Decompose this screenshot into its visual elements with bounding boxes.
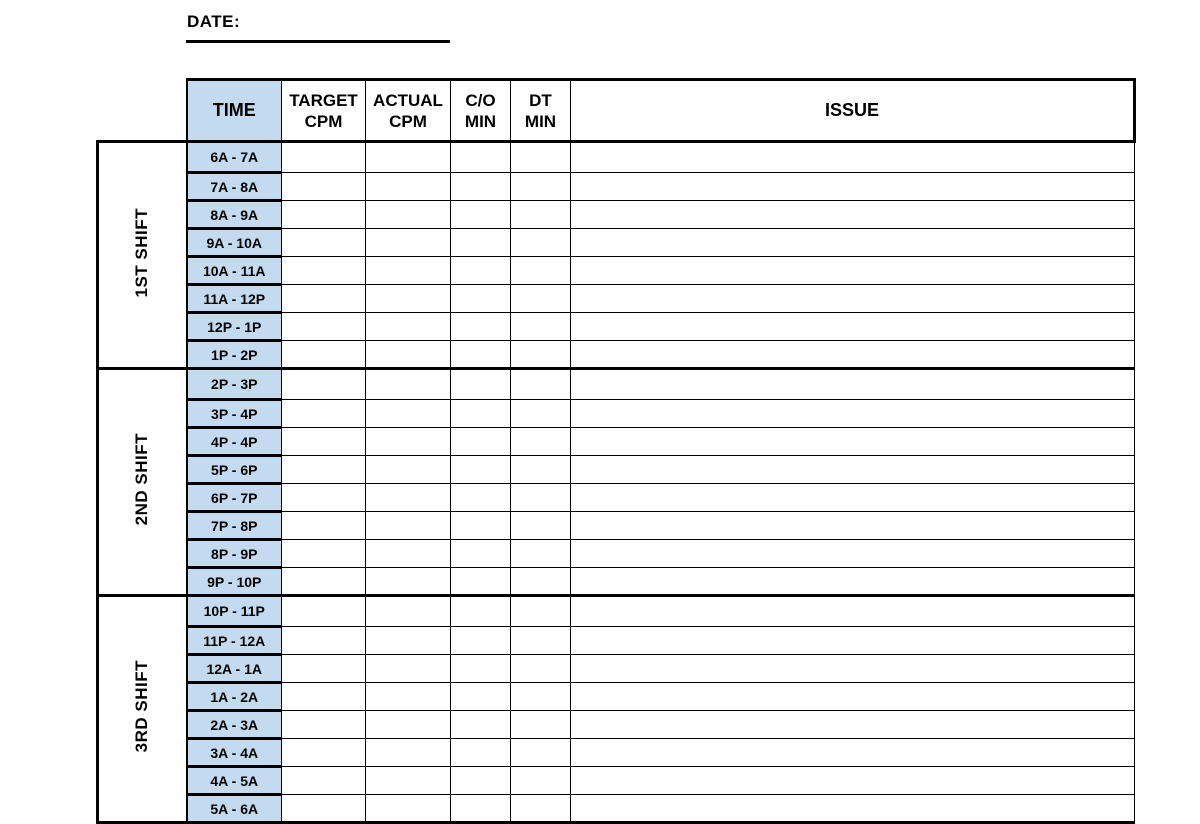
dt-min-cell[interactable] [511,428,571,456]
date-label: DATE: [187,12,241,31]
time-slot-cell: 5P - 6P [187,456,282,484]
shift-label: 3RD SHIFT [132,660,152,753]
table-row [98,711,1135,739]
target-cpm-cell[interactable] [282,484,366,512]
co-min-cell[interactable] [451,257,511,285]
time-slot-cell: 9P - 10P [187,568,282,596]
actual-cpm-cell[interactable] [366,484,451,512]
actual-cpm-cell[interactable] [366,400,451,428]
target-cpm-cell[interactable] [282,739,366,767]
actual-cpm-cell[interactable] [366,596,451,627]
target-cpm-cell[interactable] [282,596,366,627]
issue-cell[interactable] [571,313,1135,341]
table-row [98,683,1135,711]
actual-cpm-cell[interactable] [366,512,451,540]
target-cpm-cell[interactable] [282,400,366,428]
dt-min-cell[interactable] [511,540,571,568]
actual-cpm-cell[interactable] [366,257,451,285]
time-slot-cell: 4A - 5A [187,767,282,795]
dt-min-cell[interactable] [511,568,571,596]
time-slot-cell: 10P - 11P [187,596,282,627]
time-slot-cell: 10A - 11A [187,257,282,285]
dt-min-cell[interactable] [511,456,571,484]
issue-cell[interactable] [571,655,1135,683]
target-cpm-cell[interactable] [282,369,366,400]
table-row [98,313,1135,341]
table-row [98,369,1135,400]
dt-min-cell[interactable] [511,257,571,285]
dt-min-cell[interactable] [511,313,571,341]
co-min-cell[interactable] [451,456,511,484]
time-slot-cell: 1A - 2A [187,683,282,711]
target-cpm-cell[interactable] [282,655,366,683]
target-cpm-cell[interactable] [282,313,366,341]
actual-cpm-header [366,80,451,142]
production-log-table [96,78,1136,824]
time-slot-cell: 11P - 12A [187,627,282,655]
co-min-cell[interactable] [451,711,511,739]
co-min-cell[interactable] [451,201,511,229]
issue-cell[interactable] [571,456,1135,484]
target-cpm-cell[interactable] [282,627,366,655]
target-cpm-header-line2: CPM [304,111,343,131]
actual-cpm-cell[interactable] [366,739,451,767]
dt-min-header-line2: MIN [524,111,557,131]
shift-group-cell [98,142,187,369]
actual-cpm-cell[interactable] [366,627,451,655]
actual-cpm-cell[interactable] [366,142,451,173]
issue-cell[interactable] [571,400,1135,428]
time-column-header: TIME [187,80,282,142]
table-row [98,627,1135,655]
target-cpm-header-line1: TARGET [289,90,358,110]
co-min-cell[interactable] [451,655,511,683]
issue-cell[interactable] [571,341,1135,369]
actual-cpm-cell[interactable] [366,683,451,711]
header-blank [98,80,187,142]
target-cpm-cell[interactable] [282,229,366,257]
co-min-cell[interactable] [451,795,511,823]
actual-cpm-cell[interactable] [366,229,451,257]
actual-cpm-cell[interactable] [366,795,451,823]
time-slot-cell: 6A - 7A [187,142,282,173]
co-min-cell[interactable] [451,229,511,257]
target-cpm-cell[interactable] [282,683,366,711]
issue-cell[interactable] [571,369,1135,400]
co-min-cell[interactable] [451,400,511,428]
dt-min-cell[interactable] [511,369,571,400]
shift-label: 2ND SHIFT [132,433,152,526]
co-min-cell[interactable] [451,596,511,627]
table-row [98,173,1135,201]
dt-min-cell[interactable] [511,142,571,173]
co-min-cell[interactable] [451,568,511,596]
target-cpm-cell[interactable] [282,795,366,823]
table-row [98,512,1135,540]
target-cpm-cell[interactable] [282,428,366,456]
issue-cell[interactable] [571,257,1135,285]
issue-cell[interactable] [571,711,1135,739]
actual-cpm-cell[interactable] [366,428,451,456]
table-row [98,201,1135,229]
dt-min-cell[interactable] [511,341,571,369]
shift-group-cell [98,369,187,596]
co-min-cell[interactable] [451,627,511,655]
time-slot-cell: 8P - 9P [187,540,282,568]
time-slot-cell: 8A - 9A [187,201,282,229]
dt-min-cell[interactable] [511,400,571,428]
dt-min-cell[interactable] [511,655,571,683]
time-slot-cell: 9A - 10A [187,229,282,257]
actual-cpm-cell[interactable] [366,341,451,369]
co-min-cell[interactable] [451,369,511,400]
dt-min-cell[interactable] [511,739,571,767]
issue-cell[interactable] [571,285,1135,313]
dt-min-cell[interactable] [511,512,571,540]
actual-cpm-cell[interactable] [366,173,451,201]
table-row [98,257,1135,285]
co-min-cell[interactable] [451,313,511,341]
dt-min-header-line1: DT [529,90,552,110]
actual-cpm-cell[interactable] [366,201,451,229]
actual-cpm-cell[interactable] [366,540,451,568]
issue-cell[interactable] [571,627,1135,655]
issue-column-header: ISSUE [571,80,1135,142]
actual-cpm-cell[interactable] [366,568,451,596]
dt-min-header [511,80,571,142]
issue-cell[interactable] [571,540,1135,568]
table-row [98,596,1135,627]
actual-cpm-header-line1: ACTUAL [373,90,443,110]
co-min-cell[interactable] [451,285,511,313]
time-slot-cell: 7P - 8P [187,512,282,540]
issue-cell[interactable] [571,795,1135,823]
target-cpm-header [282,80,366,142]
dt-min-cell[interactable] [511,201,571,229]
co-min-cell[interactable] [451,739,511,767]
target-cpm-cell[interactable] [282,341,366,369]
co-min-header [451,80,511,142]
co-min-header-line1: C/O [465,90,496,110]
time-slot-cell: 2P - 3P [187,369,282,400]
table-row [98,484,1135,512]
time-slot-cell: 6P - 7P [187,484,282,512]
dt-min-cell[interactable] [511,596,571,627]
co-min-cell[interactable] [451,512,511,540]
target-cpm-cell[interactable] [282,285,366,313]
dt-min-cell[interactable] [511,767,571,795]
date-field-line[interactable] [186,40,450,43]
dt-min-cell[interactable] [511,285,571,313]
table-row [98,428,1135,456]
dt-min-cell[interactable] [511,173,571,201]
table-row [98,400,1135,428]
actual-cpm-cell[interactable] [366,655,451,683]
issue-cell[interactable] [571,512,1135,540]
target-cpm-cell[interactable] [282,711,366,739]
issue-cell[interactable] [571,484,1135,512]
table-row [98,229,1135,257]
actual-cpm-cell[interactable] [366,711,451,739]
header-row [98,80,1135,142]
table-row [98,655,1135,683]
target-cpm-cell[interactable] [282,540,366,568]
target-cpm-cell[interactable] [282,456,366,484]
time-slot-cell: 3P - 4P [187,400,282,428]
table-row [98,285,1135,313]
issue-cell[interactable] [571,142,1135,173]
actual-cpm-cell[interactable] [366,313,451,341]
time-slot-cell: 4P - 4P [187,428,282,456]
shift-group-cell [98,596,187,823]
target-cpm-cell[interactable] [282,257,366,285]
target-cpm-cell[interactable] [282,142,366,173]
table-row [98,142,1135,173]
issue-cell[interactable] [571,229,1135,257]
co-min-cell[interactable] [451,142,511,173]
co-min-cell[interactable] [451,767,511,795]
co-min-cell[interactable] [451,428,511,456]
dt-min-cell[interactable] [511,484,571,512]
issue-cell[interactable] [571,767,1135,795]
dt-min-cell[interactable] [511,711,571,739]
table-row [98,456,1135,484]
target-cpm-cell[interactable] [282,201,366,229]
table-row [98,540,1135,568]
dt-min-cell[interactable] [511,627,571,655]
co-min-cell[interactable] [451,540,511,568]
actual-cpm-cell[interactable] [366,369,451,400]
time-slot-cell: 11A - 12P [187,285,282,313]
time-slot-cell: 12P - 1P [187,313,282,341]
time-slot-cell: 12A - 1A [187,655,282,683]
dt-min-cell[interactable] [511,229,571,257]
co-min-header-line2: MIN [464,111,497,131]
target-cpm-cell[interactable] [282,767,366,795]
co-min-cell[interactable] [451,484,511,512]
actual-cpm-cell[interactable] [366,767,451,795]
issue-cell[interactable] [571,173,1135,201]
table-row [98,795,1135,823]
co-min-cell[interactable] [451,173,511,201]
table-row [98,767,1135,795]
table-row [98,341,1135,369]
dt-min-cell[interactable] [511,683,571,711]
issue-cell[interactable] [571,683,1135,711]
time-slot-cell: 7A - 8A [187,173,282,201]
issue-cell[interactable] [571,596,1135,627]
co-min-cell[interactable] [451,341,511,369]
time-slot-cell: 5A - 6A [187,795,282,823]
target-cpm-cell[interactable] [282,173,366,201]
co-min-cell[interactable] [451,683,511,711]
dt-min-cell[interactable] [511,795,571,823]
actual-cpm-cell[interactable] [366,456,451,484]
shift-label: 1ST SHIFT [132,207,152,298]
log-body [98,142,1135,823]
table-row [98,568,1135,596]
time-slot-cell: 2A - 3A [187,711,282,739]
issue-cell[interactable] [571,568,1135,596]
target-cpm-cell[interactable] [282,512,366,540]
target-cpm-cell[interactable] [282,568,366,596]
issue-cell[interactable] [571,739,1135,767]
issue-cell[interactable] [571,201,1135,229]
actual-cpm-header-line2: CPM [389,111,427,131]
time-slot-cell: 3A - 4A [187,739,282,767]
table-row [98,739,1135,767]
time-slot-cell: 1P - 2P [187,341,282,369]
issue-cell[interactable] [571,428,1135,456]
actual-cpm-cell[interactable] [366,285,451,313]
